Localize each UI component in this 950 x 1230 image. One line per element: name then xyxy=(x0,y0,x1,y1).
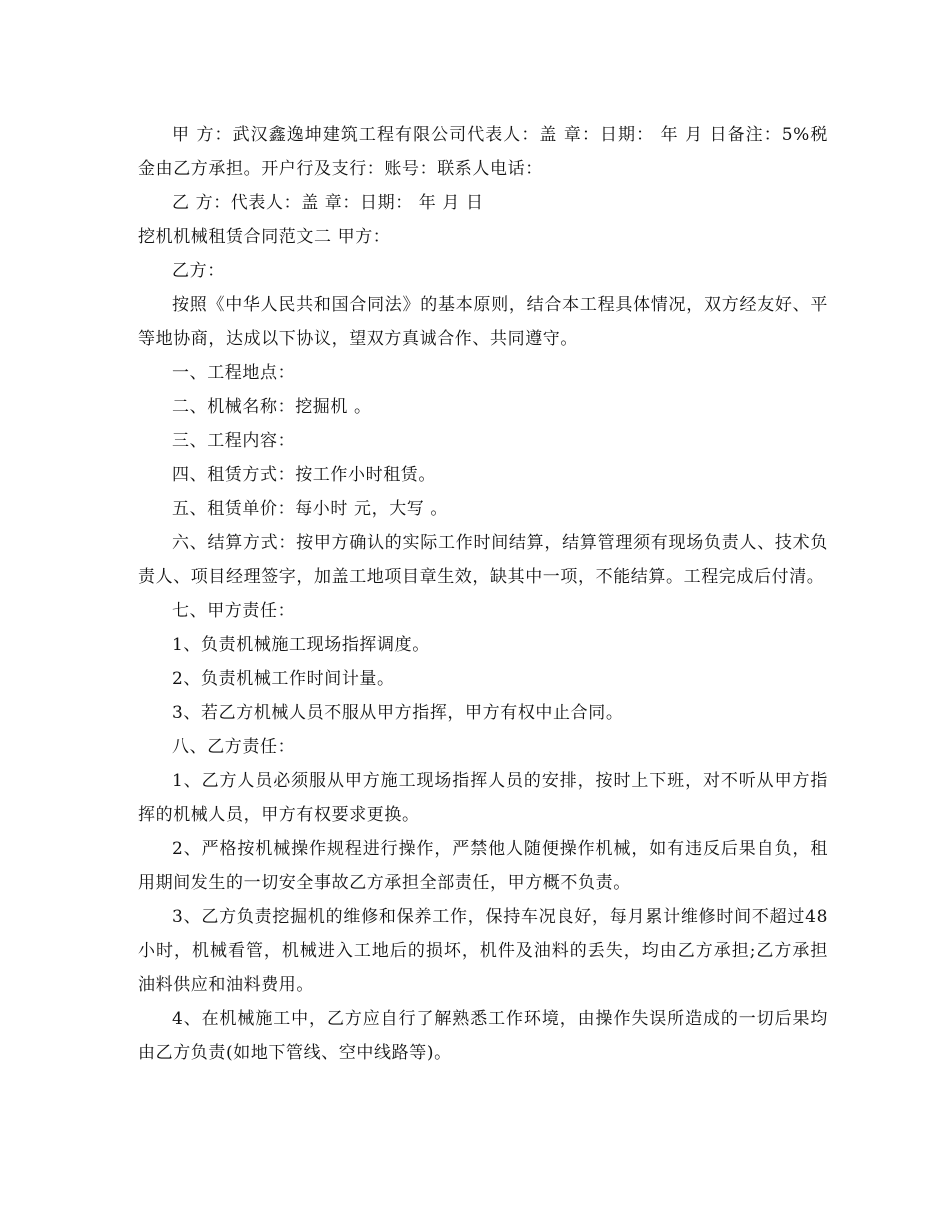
clause-5: 五、租赁单价：每小时 元，大写 。 xyxy=(172,499,449,519)
clause-7-heading: 七、甲方责任： xyxy=(172,601,296,621)
clause-2: 二、机械名称：挖掘机 。 xyxy=(172,397,372,417)
clause-8-item-3: 3、乙方负责挖掘机的维修和保养工作，保持车况良好，每月累计维修时间不超过48小时，机械看管，机械进入工地后的损坏，机件及油料的丢失，均由乙方承担;乙方承担油料供应和油料费用。 xyxy=(138,907,828,995)
clause-8-item-2: 2、严格按机械操作规程进行操作，严禁他人随便操作机械，如有违反后果自负，租用期间发生的一切安全事故乙方承担全部责任，甲方概不负责。 xyxy=(138,839,828,893)
clause-6: 六、结算方式：按甲方确认的实际工作时间结算，结算管理须有现场负责人、技术负责人、项目经理签字，加盖工地项目章生效，缺其中一项，不能结算。工程完成后付清。 xyxy=(138,533,828,587)
clause-1: 一、工程地点： xyxy=(172,363,296,383)
clause-7-item-3: 3、若乙方机械人员不服从甲方指挥，甲方有权中止合同。 xyxy=(172,703,624,723)
clause-8-heading: 八、乙方责任： xyxy=(172,737,296,757)
clause-3: 三、工程内容： xyxy=(172,431,296,451)
party-b-line: 乙方： xyxy=(172,261,225,281)
contract-title-line: 挖机机械租赁合同范文二 甲方： xyxy=(138,227,391,247)
party-b-signature-line: 乙 方：代表人：盖 章：日期： 年 月 日 xyxy=(172,193,484,213)
clause-8-item-4: 4、在机械施工中，乙方应自行了解熟悉工作环境，由操作失误所造成的一切后果均由乙方负责(如地下管线、空中线路等)。 xyxy=(138,1009,828,1063)
clause-7-item-2: 2、负责机械工作时间计量。 xyxy=(172,669,395,689)
party-a-signature-line: 甲 方：武汉鑫逸坤建筑工程有限公司代表人：盖 章：日期： 年 月 日备注：5%税金由乙方承担。开户行及支行：账号：联系人电话： xyxy=(138,125,828,179)
clause-7-item-1: 1、负责机械施工现场指挥调度。 xyxy=(172,635,430,655)
clause-8-item-1: 1、乙方人员必须服从甲方施工现场指挥人员的安排，按时上下班，对不听从甲方指挥的机械人员，甲方有权要求更换。 xyxy=(138,771,828,825)
document-body xyxy=(138,118,828,1070)
clause-4: 四、租赁方式：按工作小时租赁。 xyxy=(172,465,436,485)
preamble-paragraph: 按照《中华人民共和国合同法》的基本原则，结合本工程具体情况，双方经友好、平等地协商，达成以下协议，望双方真诚合作、共同遵守。 xyxy=(138,295,828,349)
